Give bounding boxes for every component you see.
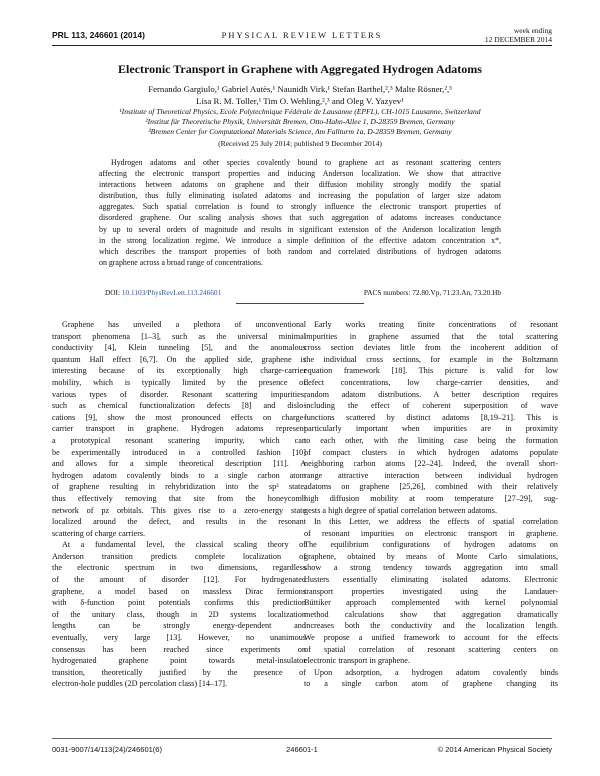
abstract-line: distribution, thus fully eliminating isolated adatoms and increasing the population of larger size adatom [99,191,501,201]
doi-label: DOI: [105,288,122,297]
body-line: localized around the defect, and results in the resonant [52,517,306,527]
article-title: Electronic Transport in Graphene with Aggregated Hydrogen Adatoms [118,62,482,76]
body-line: to each other, with the limiting case being the formation [304,435,558,445]
week-date: 12 DECEMBER 2014 [484,35,552,44]
body-line: Büttiker approach complemented with kernel polynomial [304,598,558,608]
body-line: graphene, obtained by means of Monte Carlo simulations, [304,551,558,561]
body-line: neighboring carbon atoms [22–24]. Indeed, the overall short- [304,459,558,469]
body-line: of graphene resulting in rehybridization into the sp³ state, [52,482,306,492]
body-line: clusters essentially eliminating isolated adatoms. Electronic [304,575,558,585]
body-line: to a single carbon atom of graphene changing its [304,679,558,689]
body-line: with δ-function point potentials confirms this prediction [52,598,306,608]
abstract-line: Hydrogen adatoms and other species covalently bound to graphene act as resonant scattering centers [111,158,501,167]
body-line: quantum Hall effect [6,7]. On the applied side, graphene is [52,354,306,364]
body-line: the individual cross sections, for example in the Boltzmann [304,354,558,364]
body-line: particularly important when impurities are in proximity [304,424,558,434]
body-line: show a strong tendency towards aggregation into small [304,563,558,573]
body-line: the electronic spectrum in two dimensions, regardless [52,563,306,573]
abstract-line: affecting the electronic transport properties and inducing Anderson localization. We show that attractive [99,169,501,179]
body-line: transport phenomena [1–3], such as the universal minimal [52,331,306,341]
body-line: interesting because of its exceptionally high charge-carrier [52,366,306,376]
abstract-line: in the strong localization regime. We introduce a simple definition of the effective adatom concentration x*, [99,235,501,245]
body-line: transport properties investigated using the Landauer- [304,586,558,596]
body-line: thus effectively removing that site from the honeycomb [52,493,306,503]
week-label: week ending [513,26,552,35]
affiliation: ²Institut für Theoretische Physik, Universität Bremen, Otto-Hahn-Allee 1, D-28359 Bremen, Germany [145,117,455,126]
body-line: high diffusion mobility at room temperature [27–29], sug- [304,493,558,503]
body-line: be experimentally introduced in a controlled fashion [10] [52,447,306,457]
abstract-line: by up to several orders of magnitude and results in significant extension of the Anderson localization length [99,224,501,234]
journal-reference: PRL 113, 246601 (2014) [52,30,145,40]
journal-name: PHYSICAL REVIEW LETTERS [221,30,383,40]
body-line: functions scattered by distinct adatoms [8,19–21]. This is [304,412,558,422]
body-line: The equilibrium configurations of hydrogen adatoms on [304,540,558,550]
body-line: electron-hole puddles (2D percolation class) [14–17]. [52,679,228,689]
body-line: of spatial correlation of resonant scattering centers on [304,644,558,654]
body-line: Anderson transition predicts complete localization of [52,551,306,561]
author-line: Fernando Gargiulo,¹ Gabriel Autès,¹ Naunidh Virk,¹ Stefan Barthel,²,³ Malte Rösner,²,³ [148,84,452,94]
body-line: Early works treating finite concentrations of resonant [314,320,558,329]
body-line: mobility, which is typically limited by the presence of [52,377,306,387]
footer-rule [52,738,552,739]
affiliation: ¹Institute of Theoretical Physics, Ecole Polytechnique Fédérale de Lausanne (EPFL), CH-1015 Lausanne, Switzerland [119,107,481,116]
running-header [52,26,552,46]
abstract-line: which describes the transport properties of both random and correlated distributions of hydrogen adatoms [99,246,501,256]
body-line: hydrogen adatom covalently binds to a single carbon atom [52,470,306,480]
body-line: Graphene has unveiled a plethora of unconventional [62,320,306,329]
body-line: In this Letter, we address the effects of spatial correlation [314,517,558,527]
body-line: We propose a unified framework to account for the effects [304,633,558,643]
body-line: lengths can be strongly energy-dependent and [52,621,306,631]
affiliations [40,107,560,137]
body-line: network of pz orbitals. This gives rise to a zero-energy state [52,505,306,515]
body-line: eventually, very large [13]. However, no unanimous [52,633,306,643]
body-line: cross section deviates little from the incoherent addition of [304,343,558,353]
body-line: scattering of charge carriers. [52,528,146,538]
abstract-line: aggregates. Such spatial correlation is found to strongly influence the electronic transport properties of [99,202,501,212]
body-line: various types of disorder. Resonant scattering impurities, [52,389,306,399]
body-line: impurities in graphene assumed that the total scattering [304,331,558,341]
right-column [304,319,558,690]
body-line: and allows for a simple theoretical description [11]. A [52,459,306,469]
body-line: hydrogenated graphene point towards metal-insulator [52,656,306,666]
body-line: of the unitary class, though in 2D systems localization [52,609,306,619]
body-line: Upon adsorption, a hydrogen adatom covalently binds [314,667,558,677]
body-line: a prototypical resonant scattering impurity, which can [52,435,306,445]
affiliation: ³Bremen Center for Computational Materials Science, Am Fallturm 1a, D-28359 Bremen, Germany [148,127,452,136]
abstract-line: on graphene across a broad range of concentrations. [99,257,263,267]
left-column [52,319,306,690]
body-line: electronic transport in graphene. [304,656,410,666]
body-line: method calculations show that aggregation dramatically [304,609,558,619]
body-line: graphene, a model based on massless Dirac fermions [52,586,306,596]
body-line: increases both the conductivity and the localization length. [304,621,558,631]
body-line: of the amount of disorder [12]. For hydrogenated [52,575,306,585]
footer-issn: 0031-9007/14/113(24)/246601(6) [52,745,162,754]
doi [105,288,221,297]
abstract [99,157,501,268]
body-line: transition, theoretically justified by the presence of [52,667,306,677]
body-line: conductivity [4], Klein tunneling [5], and the anomalous [52,343,306,353]
abstract-line: disordered graphene. Our scaling analysis shows that such aggregation of adatoms increases conductance [99,213,501,223]
body-line: consensus has been reached since experiments on [52,644,306,654]
week-ending [485,26,552,44]
body-line: such as chemical functionalization defects [8] and dislo- [52,401,306,411]
body-line: including the effect of coherent superposition of wave [304,401,558,411]
body-line: carrier transport in graphene. Hydrogen adatoms represent [52,424,306,434]
author-list [60,84,540,107]
author-line: Lisa R. M. Toller,¹ Tim O. Wehling,²,³ and Oleg V. Yazyev¹ [196,95,404,106]
doi-link[interactable]: 10.1103/PhysRevLett.113.246601 [121,288,222,297]
header-rule [52,45,552,46]
body-line: random adatom distributions. A better description requires [304,389,558,399]
page-number: 246601-1 [286,745,318,754]
body-line: of compact clusters in which hydrogen adatoms populate [304,447,558,457]
body-line: equation framework [18]. This picture is valid for low [304,366,558,376]
abstract-line: interactions between adatoms on graphene and their diffusion mobility strongly modify the spatial [99,180,501,190]
body-line: At a fundamental level, the classical scaling theory of [62,540,306,550]
abstract-separator [236,303,364,304]
body-line: adatoms on graphene [25,26], combined with their relatively [304,482,558,492]
body-line: defect concentrations, low charge-carrier densities, and [304,377,558,387]
copyright: © 2014 American Physical Society [437,745,552,754]
body-line: range attractive interaction between individual hydrogen [304,470,558,480]
body-line: gests a high degree of spatial correlation between adatoms. [304,505,498,515]
received-dates: (Received 25 July 2014; published 9 December 2014) [218,139,382,148]
pacs-numbers: PACS numbers: 72.80.Vp, 71.23.An, 73.20.Hb [363,288,501,297]
body-line: of resonant impurities on electronic transport in graphene. [304,528,558,538]
body-line: cations [9], show the most pronounced effects on charge- [52,412,306,422]
